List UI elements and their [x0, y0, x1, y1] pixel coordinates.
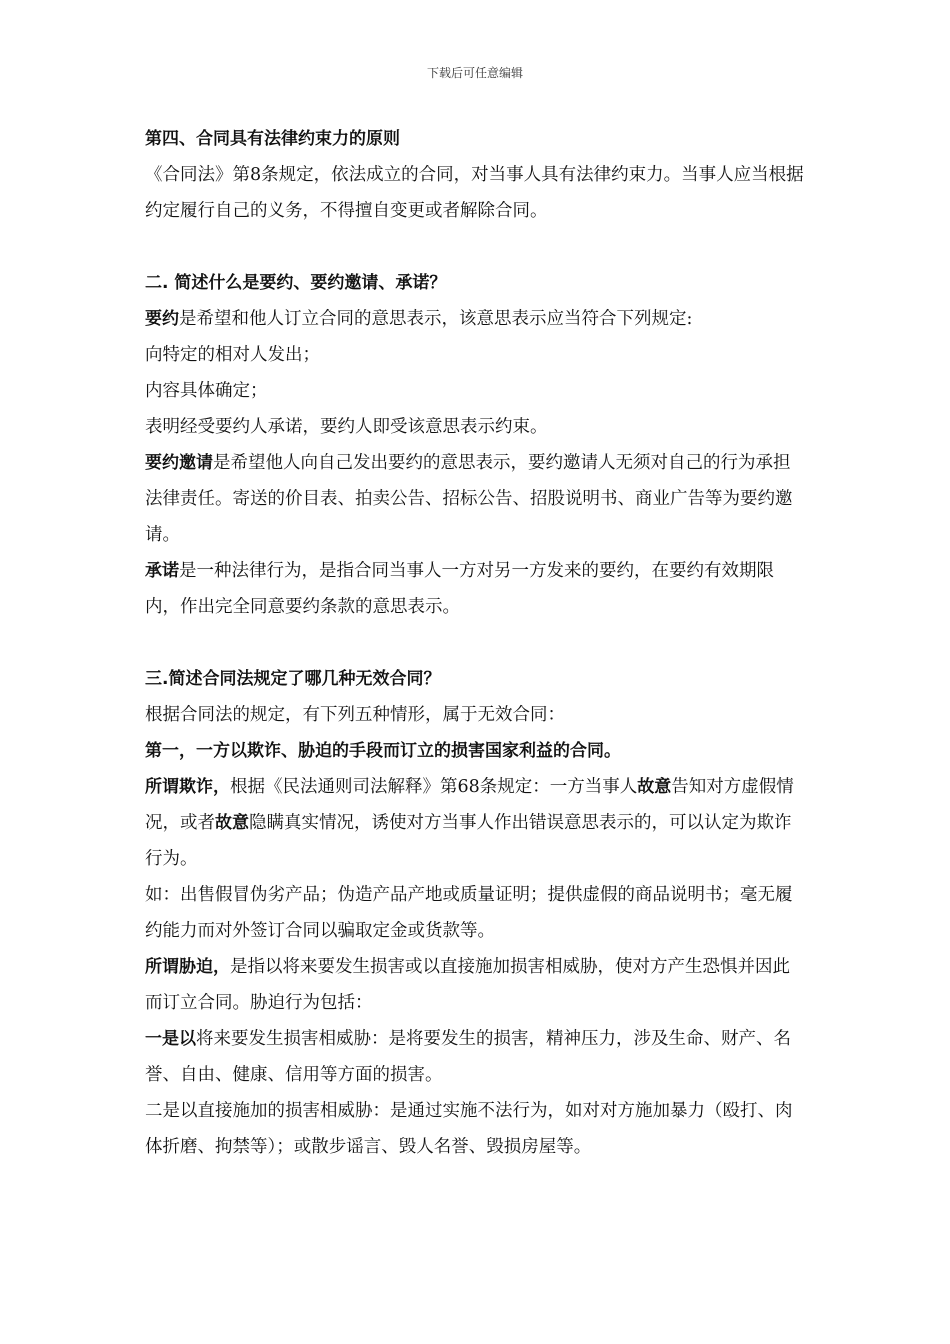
fraud-text-c: 隐瞒真实情况，诱使对方当事人作出错误意思表示的，可以认定为欺诈行为。: [145, 813, 792, 869]
offer-condition-1: 向特定的相对人发出；: [145, 345, 320, 365]
fraud-keyword-2: 故意: [215, 813, 249, 833]
duress-paragraph: [145, 949, 805, 1021]
invitation-term: 要约邀请: [145, 453, 213, 473]
void-intro: 根据合同法的规定，有下列五种情形，属于无效合同：: [145, 705, 565, 725]
section-4-body: 《合同法》第8条规定，依法成立的合同，对当事人具有法律约束力。当事人应当根据约定履行自己的义务，不得擅自变更或者解除合同。: [145, 165, 804, 221]
offer-text: 是希望和他人订立合同的意思表示，该意思表示应当符合下列规定:: [179, 309, 693, 329]
duress-type-1-text: 将来要发生损害相威胁：是将要发生的损害，精神压力，涉及生命、财产、名誉、自由、健康、信用等方面的损害。: [145, 1029, 791, 1085]
page-header: 下载后可任意编辑: [426, 66, 523, 80]
document-body: [145, 121, 805, 1165]
acceptance-term: 承诺: [145, 561, 179, 581]
fraud-text-a: 根据《民法通则司法解释》第68条规定：一方当事人: [230, 777, 638, 797]
fraud-paragraph: [145, 769, 805, 877]
acceptance-text: 是一种法律行为，是指合同当事人一方对另一方发来的要约，在要约有效期限内，作出完全同意要约条款的意思表示。: [145, 561, 774, 617]
duress-term: 所谓胁迫，: [145, 957, 230, 977]
question-3-title: 三.简述合同法规定了哪几种无效合同？: [145, 669, 441, 689]
section-4-title: 第四、合同具有法律约束力的原则: [145, 129, 400, 149]
invitation-text: 是希望他人向自己发出要约的意思表示，要约邀请人无须对自己的行为承担法律责任。寄送的价目表、拍卖公告、招标公告、招股说明书、商业广告等为要约邀请。: [145, 453, 793, 545]
invitation-paragraph: [145, 445, 805, 553]
fraud-examples: 如：出售假冒伪劣产品；伪造产品产地或质量证明；提供虚假的商品说明书；毫无履约能力而对外签订合同以骗取定金或货款等。: [145, 885, 793, 941]
question-2-title: 二. 简述什么是要约、要约邀请、承诺？: [145, 273, 447, 293]
acceptance-paragraph: [145, 553, 805, 625]
offer-condition-3: 表明经受要约人承诺，要约人即受该意思表示约束。: [145, 417, 548, 437]
fraud-term: 所谓欺诈，: [145, 777, 230, 797]
offer-term: 要约: [145, 309, 179, 329]
fraud-text-b: 告知对方虚假情况，或者: [145, 777, 794, 833]
offer-condition-2: 内容具体确定；: [145, 381, 268, 401]
duress-type-1: [145, 1021, 805, 1093]
duress-text: 是指以将来要发生损害或以直接施加损害相威胁，使对方产生恐惧并因此而订立合同。胁迫行为包括：: [145, 957, 790, 1013]
spacer: [145, 625, 805, 661]
duress-type-1-term: 一是以: [145, 1029, 196, 1049]
void-first-case: 第一，一方以欺诈、胁迫的手段而订立的损害国家利益的合同。: [145, 741, 621, 761]
duress-type-2: 二是以直接施加的损害相威胁：是通过实施不法行为，如对对方施加暴力（殴打、肉体折磨、拘禁等）；或散步谣言、毁人名誉、毁损房屋等。: [145, 1101, 793, 1157]
fraud-keyword-1: 故意: [637, 777, 672, 797]
offer-paragraph: [145, 301, 805, 337]
spacer: [145, 229, 805, 265]
